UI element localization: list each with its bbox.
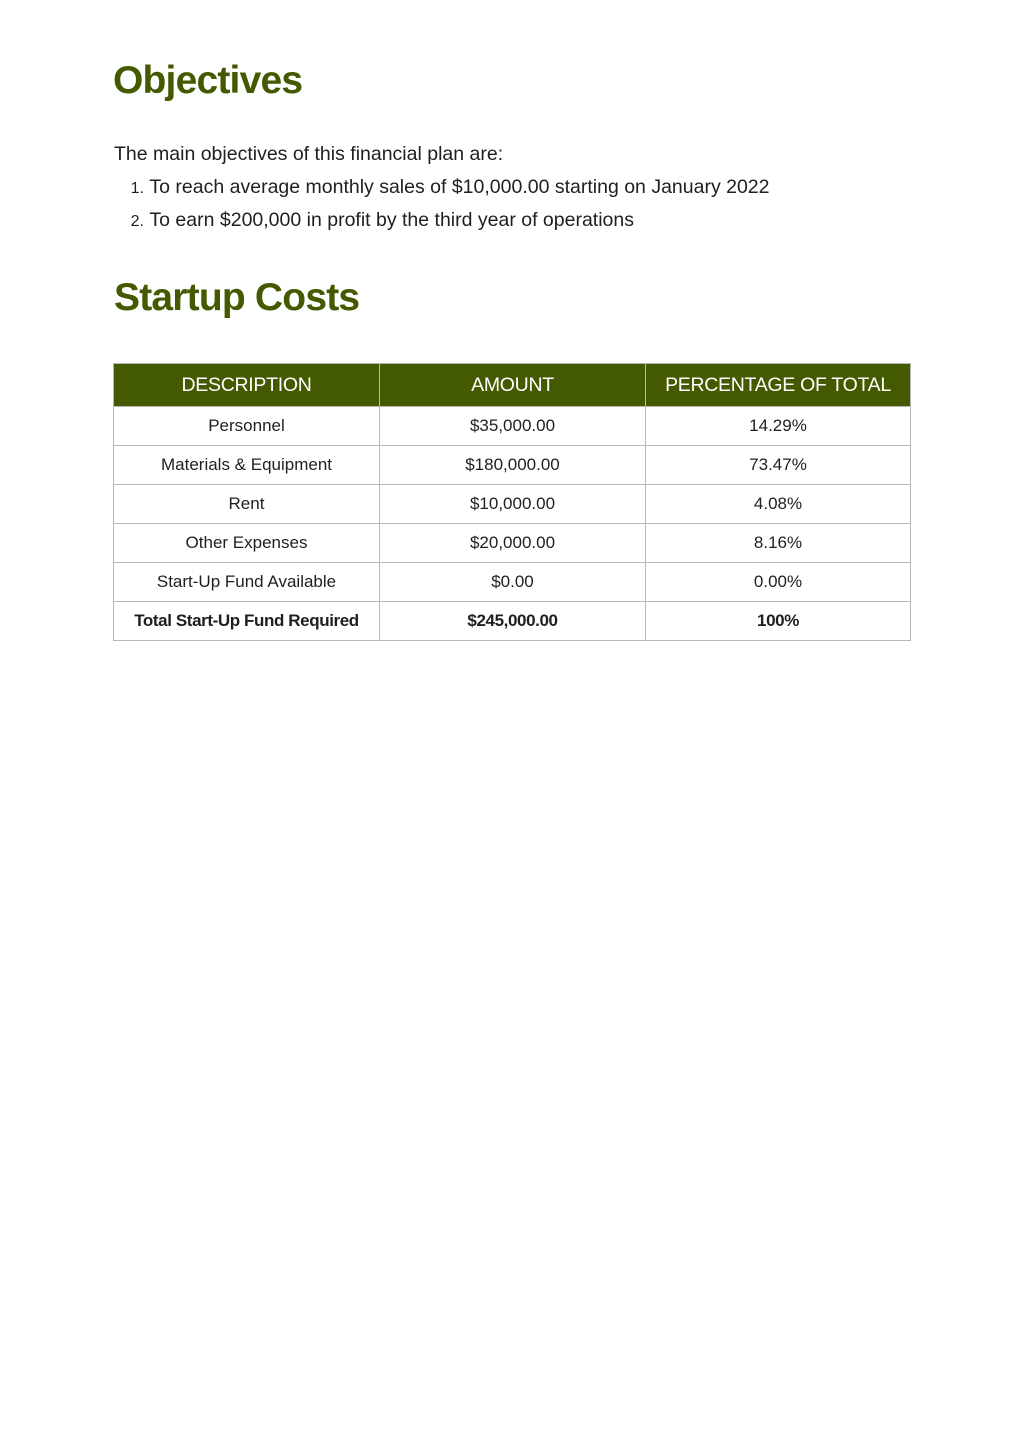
list-item bbox=[113, 209, 770, 242]
cell-description: Personnel bbox=[114, 407, 380, 446]
cell-percentage: 73.47% bbox=[646, 446, 911, 485]
total-percentage: 100% bbox=[646, 602, 911, 641]
cell-percentage: 8.16% bbox=[646, 524, 911, 563]
list-item-text: To reach average monthly sales of $10,000.00 starting on January 2022 bbox=[149, 176, 770, 198]
cell-percentage: 4.08% bbox=[646, 485, 911, 524]
cell-amount: $20,000.00 bbox=[380, 524, 646, 563]
table-row bbox=[114, 407, 911, 446]
cell-description: Start-Up Fund Available bbox=[114, 563, 380, 602]
table-row bbox=[114, 485, 911, 524]
startup-costs-heading: Startup Costs bbox=[114, 276, 360, 319]
table-total-row bbox=[114, 602, 911, 641]
objectives-list bbox=[113, 176, 770, 242]
total-amount: $245,000.00 bbox=[380, 602, 646, 641]
table-row bbox=[114, 524, 911, 563]
list-item-text: To earn $200,000 in profit by the third year of operations bbox=[149, 209, 634, 231]
cell-amount: $10,000.00 bbox=[380, 485, 646, 524]
column-header-amount: AMOUNT bbox=[380, 364, 646, 407]
cell-percentage: 0.00% bbox=[646, 563, 911, 602]
table-row bbox=[114, 563, 911, 602]
cell-amount: $0.00 bbox=[380, 563, 646, 602]
total-description: Total Start-Up Fund Required bbox=[114, 602, 380, 641]
objectives-intro: The main objectives of this financial plan are: bbox=[114, 143, 504, 165]
table-header-row bbox=[114, 364, 911, 407]
cell-description: Rent bbox=[114, 485, 380, 524]
column-header-percentage: PERCENTAGE OF TOTAL bbox=[646, 364, 911, 407]
list-item-number: 1. bbox=[130, 180, 144, 197]
startup-costs-table bbox=[113, 363, 911, 641]
cell-description: Materials & Equipment bbox=[114, 446, 380, 485]
list-item-number: 2. bbox=[130, 213, 144, 230]
objectives-heading: Objectives bbox=[113, 59, 303, 102]
list-item bbox=[113, 176, 770, 209]
cell-amount: $35,000.00 bbox=[380, 407, 646, 446]
column-header-description: DESCRIPTION bbox=[114, 364, 380, 407]
cell-description: Other Expenses bbox=[114, 524, 380, 563]
cell-amount: $180,000.00 bbox=[380, 446, 646, 485]
cell-percentage: 14.29% bbox=[646, 407, 911, 446]
table-row bbox=[114, 446, 911, 485]
